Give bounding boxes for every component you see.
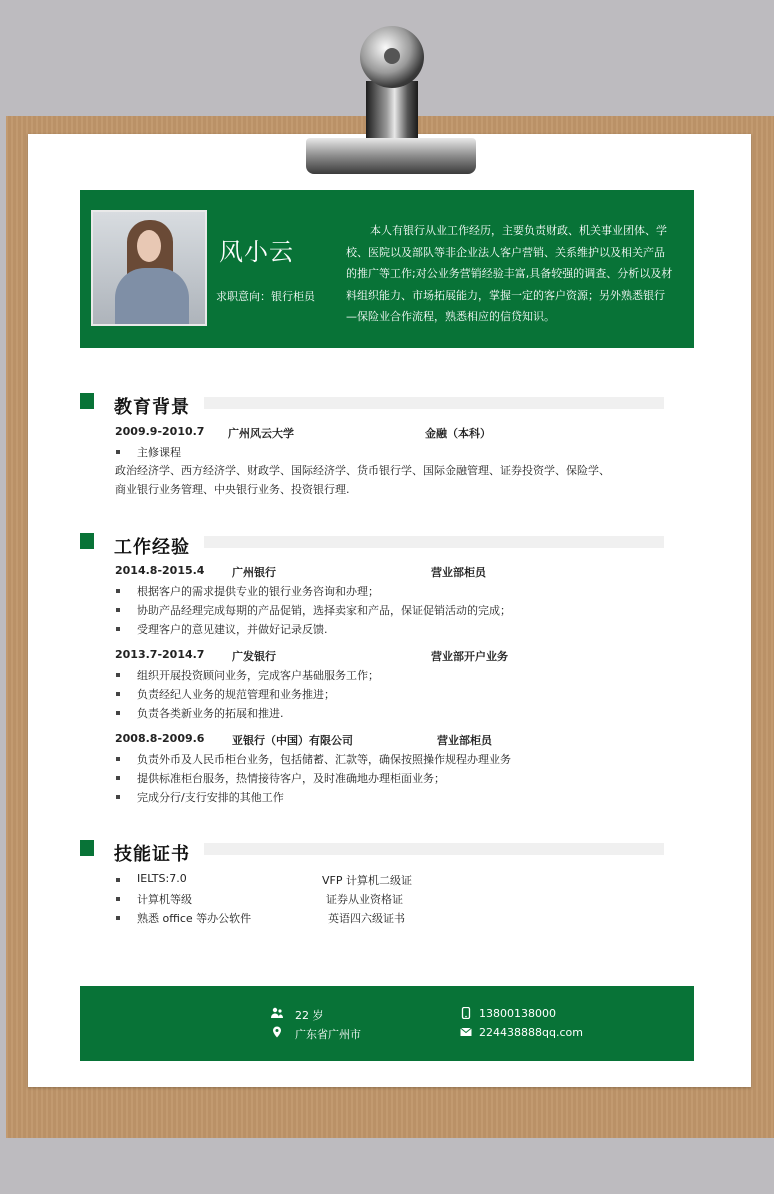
edu-school: 广州风云大学 — [228, 427, 294, 440]
bullet-icon — [116, 757, 120, 761]
education-title: 教育背景 — [114, 397, 190, 418]
skill-item: 计算机等级 — [137, 893, 192, 906]
bullet-icon — [116, 450, 120, 454]
email-icon — [460, 1026, 472, 1038]
job-intent: 求职意向：银行柜员 — [216, 290, 315, 303]
job-period: 2013.7-2014.7 — [115, 648, 205, 661]
candidate-name: 风小云 — [219, 238, 294, 266]
bullet-icon — [116, 692, 120, 696]
edu-period: 2009.9-2010.7 — [115, 425, 205, 438]
bullet-icon — [116, 673, 120, 677]
job-duty: 协助产品经理完成每期的产品促销，选择卖家和产品，保证促销活动的完成； — [137, 604, 511, 617]
job-period: 2014.8-2015.4 — [115, 564, 205, 577]
job-duty: 组织开展投资顾问业务，完成客户基础服务工作； — [137, 669, 379, 682]
bullet-icon — [116, 608, 120, 612]
job-duty: 完成分行/支行安排的其他工作 — [137, 791, 284, 804]
phone-text: 13800138000 — [479, 1007, 556, 1020]
job-duty: 提供标准柜台服务，热情接待客户，及时准确地办理柜面业务； — [137, 772, 445, 785]
phone-icon — [460, 1007, 472, 1019]
section-marker — [80, 393, 94, 409]
skill-item: IELTS:7.0 — [137, 872, 187, 885]
job-company: 亚银行（中国）有限公司 — [232, 734, 353, 747]
self-introduction: 本人有银行从业工作经历，主要负责财政、机关事业团体、学校、医院以及部队等非企业法人客户营销、关系维护以及相关产品的推广等工作;对公业务营销经验丰富,具备较强的调查、分析以及材料组织能力、市场拓展能力，掌握一定的客户资源；另外熟悉银行—保险业合作流程，熟悉相应的信贷知识。 — [346, 224, 673, 323]
age-text: 22 岁 — [295, 1009, 324, 1022]
section-marker — [80, 533, 94, 549]
skill-item: VFP 计算机二级证 — [322, 874, 412, 887]
bullet-icon — [116, 795, 120, 799]
avatar — [91, 210, 207, 326]
edu-course-label: 主修课程 — [137, 446, 181, 459]
job-position: 营业部柜员 — [431, 566, 486, 579]
job-company: 广发银行 — [232, 650, 276, 663]
email-text: 224438888qq.com — [479, 1026, 583, 1039]
bullet-icon — [116, 711, 120, 715]
job-duty: 负责各类新业务的拓展和推进. — [137, 707, 284, 720]
bullet-icon — [116, 589, 120, 593]
bullet-icon — [116, 916, 120, 920]
job-position: 营业部开户业务 — [431, 650, 508, 663]
location-text: 广东省广州市 — [295, 1028, 361, 1041]
binder-clip — [306, 26, 476, 176]
bullet-icon — [116, 776, 120, 780]
job-company: 广州银行 — [232, 566, 276, 579]
section-marker — [80, 840, 94, 856]
skill-item: 英语四六级证书 — [328, 912, 405, 925]
job-duty: 负责经纪人业务的规范管理和业务推进； — [137, 688, 335, 701]
skills-title: 技能证书 — [114, 844, 190, 865]
location-pin-icon — [271, 1026, 283, 1038]
edu-courses-line1: 政治经济学、西方经济学、财政学、国际经济学、货币银行学、国际金融管理、证券投资学、保险学、 — [115, 464, 610, 477]
job-duty: 根据客户的需求提供专业的银行业务咨询和办理； — [137, 585, 379, 598]
bullet-icon — [116, 897, 120, 901]
bullet-icon — [116, 878, 120, 882]
header-panel — [80, 190, 694, 348]
section-divider — [204, 536, 664, 548]
edu-courses-line2: 商业银行业务管理、中央银行业务、投资银行理. — [115, 483, 350, 496]
job-duty: 受理客户的意见建议，并做好记录反馈. — [137, 623, 328, 636]
section-divider — [204, 397, 664, 409]
user-icon — [271, 1007, 283, 1019]
contact-footer — [80, 986, 694, 1061]
skill-item: 证券从业资格证 — [326, 893, 403, 906]
work-title: 工作经验 — [114, 537, 190, 558]
section-divider — [204, 843, 664, 855]
job-position: 营业部柜员 — [437, 734, 492, 747]
bullet-icon — [116, 627, 120, 631]
job-period: 2008.8-2009.6 — [115, 732, 205, 745]
job-duty: 负责外币及人民币柜台业务，包括储蓄、汇款等，确保按照操作规程办理业务 — [137, 753, 511, 766]
edu-major: 金融（本科） — [425, 427, 491, 440]
skill-item: 熟悉 office 等办公软件 — [137, 912, 252, 925]
